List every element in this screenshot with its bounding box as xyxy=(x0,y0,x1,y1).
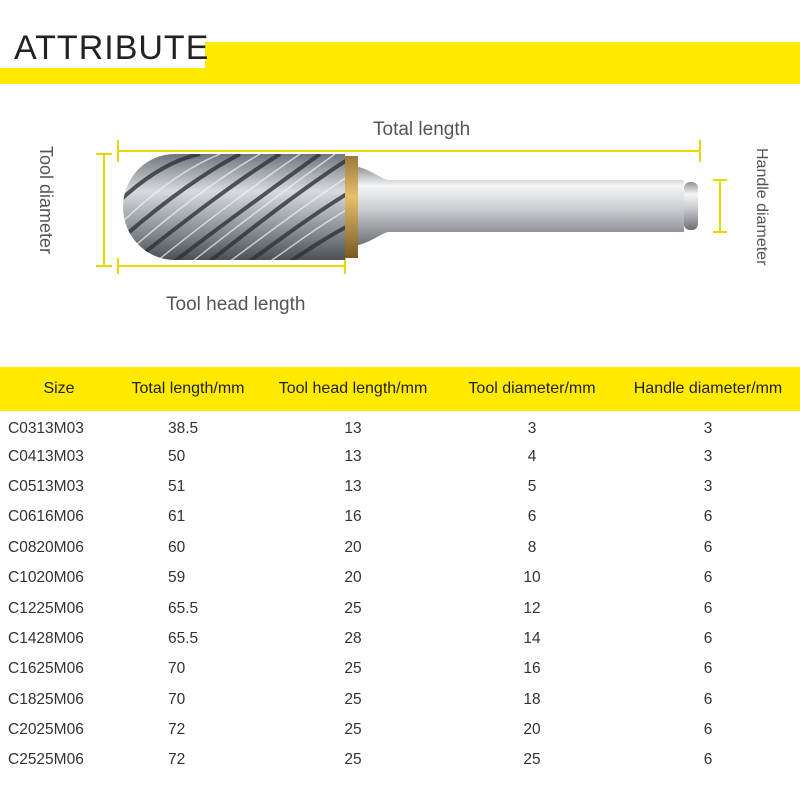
cell-size: C0513M03 xyxy=(8,477,84,495)
cell-handle-diameter: 3 xyxy=(703,447,713,465)
header-tool-head-length: Tool head length/mm xyxy=(278,380,428,397)
cell-tool-diameter: 5 xyxy=(527,477,537,495)
table-row xyxy=(0,593,800,623)
cell-tool-diameter: 18 xyxy=(523,690,541,708)
cell-tool-diameter: 20 xyxy=(523,721,541,739)
page-title: ATTRIBUTE xyxy=(14,29,210,67)
cell-handle-diameter: 6 xyxy=(703,569,713,587)
cell-size: C1625M06 xyxy=(8,660,84,678)
cell-tool-diameter: 3 xyxy=(527,420,537,438)
table-body xyxy=(0,411,800,776)
cell-total-length: 72 xyxy=(168,751,186,769)
tool-diameter-label: Tool diameter xyxy=(36,146,56,255)
header-tool-diameter: Tool diameter/mm xyxy=(468,380,596,397)
cell-total-length: 70 xyxy=(168,690,186,708)
total-length-label: Total length xyxy=(373,119,471,140)
cell-total-length: 38.5 xyxy=(168,420,199,438)
cell-tool-head-length: 13 xyxy=(344,477,362,495)
handle-diameter-arrow xyxy=(713,180,727,232)
cell-size: C0413M03 xyxy=(8,447,84,465)
cell-total-length: 61 xyxy=(168,508,186,526)
cell-handle-diameter: 3 xyxy=(703,420,713,438)
table-row xyxy=(0,472,800,502)
header-size: Size xyxy=(43,380,75,397)
cell-size: C1225M06 xyxy=(8,599,84,617)
tool-diameter-arrow xyxy=(96,154,112,266)
header-handle-diameter: Handle diameter/mm xyxy=(633,380,783,397)
table-row xyxy=(0,745,800,775)
cell-total-length: 59 xyxy=(168,569,186,587)
header-total-length: Total length/mm xyxy=(131,380,245,397)
cell-handle-diameter: 6 xyxy=(703,508,713,526)
table-row xyxy=(0,624,800,654)
handle-diameter-label: Handle diameter xyxy=(753,148,770,266)
cell-tool-head-length: 25 xyxy=(344,751,362,769)
cell-tool-diameter: 8 xyxy=(527,538,537,556)
cell-size: C0616M06 xyxy=(8,508,84,526)
cell-total-length: 60 xyxy=(168,538,186,556)
cell-tool-head-length: 13 xyxy=(344,447,362,465)
tool-head-length-arrow xyxy=(118,258,345,274)
cell-total-length: 72 xyxy=(168,721,186,739)
cell-tool-diameter: 12 xyxy=(523,599,541,617)
cell-total-length: 65.5 xyxy=(168,629,199,647)
cell-handle-diameter: 6 xyxy=(703,690,713,708)
cell-handle-diameter: 6 xyxy=(703,721,713,739)
cell-total-length: 50 xyxy=(168,447,186,465)
cell-tool-head-length: 20 xyxy=(344,569,362,587)
cell-handle-diameter: 3 xyxy=(703,477,713,495)
cell-size: C1825M06 xyxy=(8,690,84,708)
cell-tool-diameter: 6 xyxy=(527,508,537,526)
cell-tool-head-length: 25 xyxy=(344,721,362,739)
cell-tool-head-length: 13 xyxy=(344,420,362,438)
cell-tool-head-length: 16 xyxy=(344,508,362,526)
table-row xyxy=(0,563,800,593)
table-header-row xyxy=(0,367,800,411)
table-row xyxy=(0,411,800,441)
spec-table xyxy=(0,367,800,776)
cell-total-length: 70 xyxy=(168,660,186,678)
cell-total-length: 65.5 xyxy=(168,599,199,617)
cell-tool-head-length: 25 xyxy=(344,660,362,678)
cell-tool-diameter: 10 xyxy=(523,569,541,587)
cell-tool-head-length: 25 xyxy=(344,690,362,708)
table-row xyxy=(0,715,800,745)
cell-handle-diameter: 6 xyxy=(703,660,713,678)
table-row xyxy=(0,502,800,532)
tool-head-length-label: Tool head length xyxy=(166,294,306,315)
cell-size: C2525M06 xyxy=(8,751,84,769)
table-row xyxy=(0,685,800,715)
cell-size: C2025M06 xyxy=(8,721,84,739)
cell-handle-diameter: 6 xyxy=(703,599,713,617)
table-row xyxy=(0,654,800,684)
table-row xyxy=(0,533,800,563)
cell-tool-diameter: 14 xyxy=(523,629,541,647)
burr-cutting-head xyxy=(110,154,350,265)
cell-size: C0820M06 xyxy=(8,538,84,556)
cell-tool-diameter: 4 xyxy=(527,447,537,465)
cell-size: C1428M06 xyxy=(8,629,84,647)
cell-total-length: 51 xyxy=(168,477,186,495)
cell-size: C1020M06 xyxy=(8,569,84,587)
burr-shank xyxy=(355,166,698,246)
cell-handle-diameter: 6 xyxy=(703,629,713,647)
cell-tool-head-length: 28 xyxy=(344,629,362,647)
cell-tool-head-length: 20 xyxy=(344,538,362,556)
cell-tool-diameter: 16 xyxy=(523,660,541,678)
product-diagram xyxy=(0,100,800,362)
cell-handle-diameter: 6 xyxy=(703,538,713,556)
cell-tool-diameter: 25 xyxy=(523,751,541,769)
cell-size: C0313M03 xyxy=(8,420,84,438)
cell-handle-diameter: 6 xyxy=(703,751,713,769)
table-row xyxy=(0,441,800,471)
cell-tool-head-length: 25 xyxy=(344,599,362,617)
